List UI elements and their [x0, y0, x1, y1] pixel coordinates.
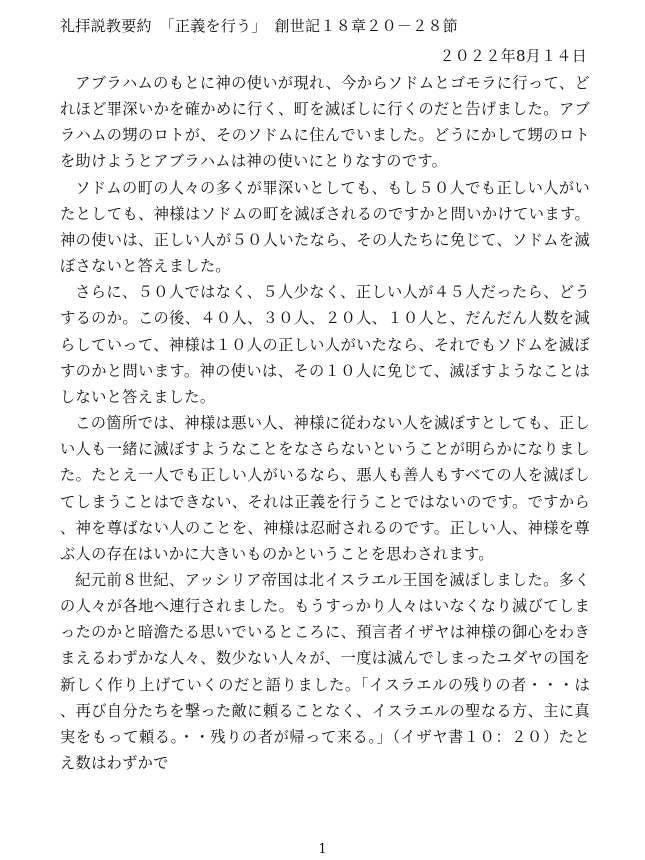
paragraph: アブラハムのもとに神の使いが現れ、今からソドムとゴモラに行って、どれほど罪深いかを確かめに行く、町を滅ぼしに行くのだと告げました。アブラハムの甥のロトが、そのソドムに住んでいました。どうにかして甥のロトを助けようとアブラハムは神の使いにとりなすのです。	[60, 74, 590, 171]
paragraph: 紀元前８世紀、アッシリア帝国は北イスラエル王国を滅ぼしました。多くの人々が各地へ連行されました。もうすっかり人々はいなくなり滅びてしまったのかと暗澹たる思いでいるところに、預言者イザヤは神様の御心をわきまえるわずかな人々、数少ない人々が、一度は滅んでしまったユダヤの国を新しく作り上げていくのだと語りました。「イスラエルの残りの者・・・は、再び自分たちを撃った敵に頼ることなく、イスラエルの聖なる方、主に真実をもって頼る。・・残りの者が帰って来る。」（イザヤ書１０：２０）たとえ数はわずかで	[60, 570, 590, 773]
page-number: 1	[318, 842, 327, 857]
sermon-title: 礼拝説教要約 「正義を行う」 創世記１８章２０－２８節	[60, 17, 459, 35]
paragraph: この箇所では、神様は悪い人、神様に従わない人を滅ぼすとしても、正しい人も一緒に滅ぼすようなことをなさらないということが明らかになりました。たとえ一人でも正しい人がいるなら、悪人も善人もすべての人を滅ぼしてしまうことはできない、それは正義を行うことではないのです。ですから、神を尊ばない人のことを、神様は忍耐されるのです。正しい人、神様を尊ぶ人の存在はいかに大きいものかということを思わされます。	[60, 414, 590, 563]
paragraph: ソドムの町の人々の多くが罪深いとしても、もし５０人でも正しい人がいたとしても、神様はソドムの町を滅ぼされるのですかと問いかけています。神の使いは、正しい人が５０人いたなら、その人たちに免じて、ソドムを滅ぼさないと答えました。	[60, 178, 590, 276]
sermon-body	[60, 70, 590, 776]
sermon-date: ２０２２年8月１４日	[439, 47, 587, 65]
paragraph: さらに、５０人ではなく、５人少なく、正しい人が４５人だったら、どうするのか。この後、４０人、３０人、２０人、１０人と、だんだん人数を減らしていって、神様は１０人の正しい人がいたなら、それでもソドムを滅ぼすのかと問います。神の使いは、その１０人に免じて、滅ぼすようなことはしないと答えました。	[60, 283, 590, 406]
